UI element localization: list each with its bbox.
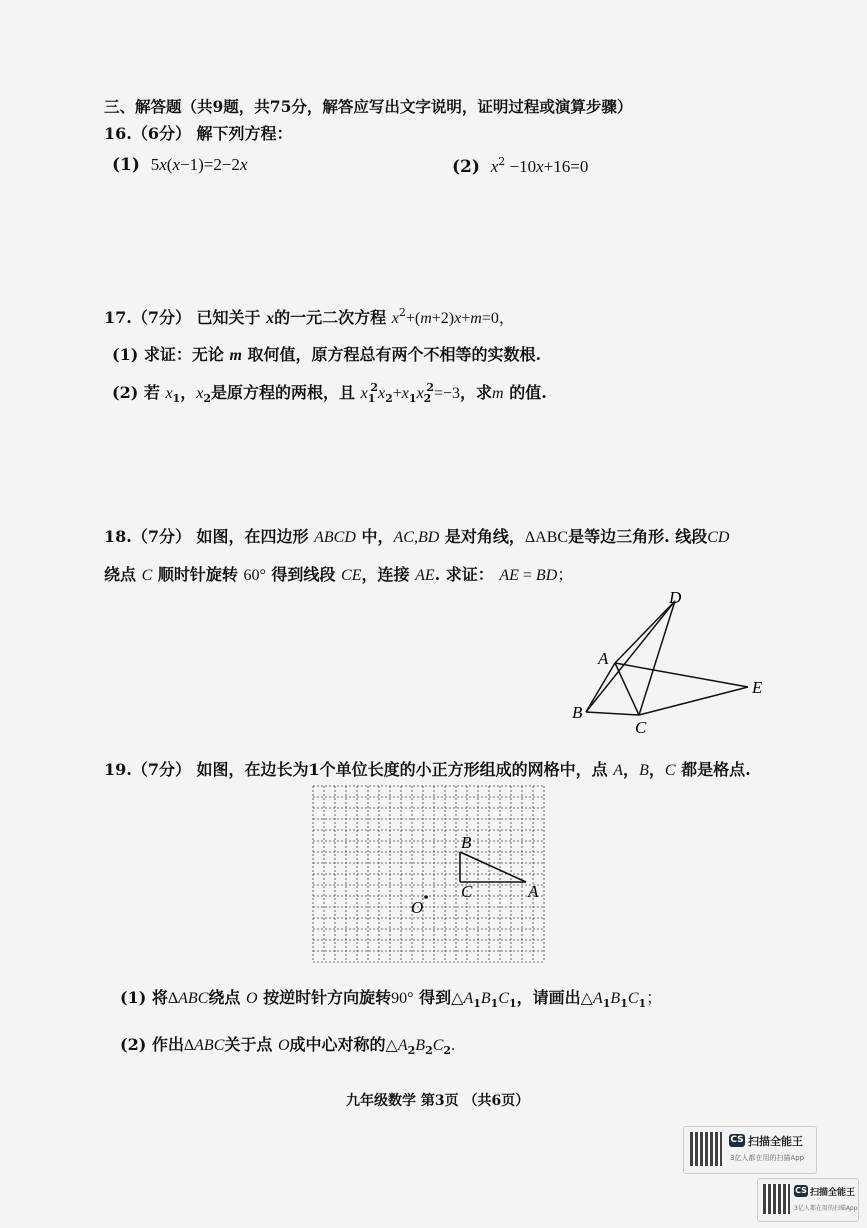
q18-label-D: D xyxy=(669,588,682,607)
q19-heading: 19.（7分） 如图，在边长为1个单位长度的小正方形组成的网格中，点 A，B，C 都是格点. xyxy=(104,760,751,779)
q17-part2: (2) 若 $x_1$，$x_2$是原方程的两根，且 $x_1^2x_2+x_1x_2^2=-3$，求m 的值. xyxy=(112,381,547,405)
qr-code-icon xyxy=(690,1132,722,1166)
q17-part1: (1) 求证：无论 m 取何值，原方程总有两个不相等的实数根. xyxy=(112,345,542,364)
q16-part2-label: (2) xyxy=(452,157,480,177)
q16-part1-label: (1) xyxy=(112,155,140,175)
q18-label-A: A xyxy=(598,649,609,668)
q18-label-C: C xyxy=(635,718,647,737)
badge-title: 扫描全能王 xyxy=(748,1135,803,1148)
qr-code-icon xyxy=(763,1184,790,1214)
scanner-badge-2 xyxy=(757,1178,859,1222)
q18-label-E: E xyxy=(752,678,763,697)
q16-part1: (1) 5x(x−1)=2−2x xyxy=(112,155,248,175)
q19-label-C: C xyxy=(461,882,473,901)
q19-grid-figure xyxy=(310,783,550,967)
scanner-badge-1 xyxy=(683,1126,817,1174)
badge-subtitle: 3亿人都在用的扫描App xyxy=(730,1154,805,1162)
q17-heading: 17.（7分） 已知关于 x的一元二次方程 $x^2+(m+2)x+m=0$， xyxy=(104,306,515,327)
section-title: 三、解答题（共9题，共75分，解答应写出文字说明，证明过程或演算步骤） xyxy=(104,97,633,116)
q18-line1: 18.（7分） 如图，在四边形 ABCD 中，AC,BD 是对角线，ΔABC是等边三角形. 线段CD xyxy=(104,527,730,546)
q18-line2: 绕点 C 顺时针旋转 60° 得到线段 CE，连接 AE. 求证： AE = BD； xyxy=(104,565,574,584)
q19-label-B: B xyxy=(461,833,472,852)
badge-title: 扫描全能王 xyxy=(810,1188,856,1198)
q19-part1: (1) 将ΔABC绕点 O 按逆时针方向旋转90° 得到$\triangle A_1B_1C_1$，请画出$\triangle A_1B_1C_1$； xyxy=(120,988,663,1010)
q16-heading: 16.（6分） 解下列方程： xyxy=(104,124,293,143)
badge-subtitle: 3亿人都在用的扫描App xyxy=(794,1205,858,1212)
q19-part2: (2) 作出ΔABC关于点 O成中心对称的$\triangle A_2B_2C_2$. xyxy=(120,1035,456,1057)
q18-label-B: B xyxy=(572,703,583,722)
q16-part2: (2) $x^2 -10x+16=0$ xyxy=(452,155,589,177)
q19-label-O: O xyxy=(411,898,424,917)
cs-logo-icon: CS xyxy=(730,1135,744,1145)
q18-figure xyxy=(565,585,775,740)
q19-label-A: A xyxy=(528,882,539,901)
page-footer: 九年级数学 第3页 （共6页） xyxy=(346,1093,530,1109)
cs-logo-icon: CS xyxy=(795,1186,807,1195)
